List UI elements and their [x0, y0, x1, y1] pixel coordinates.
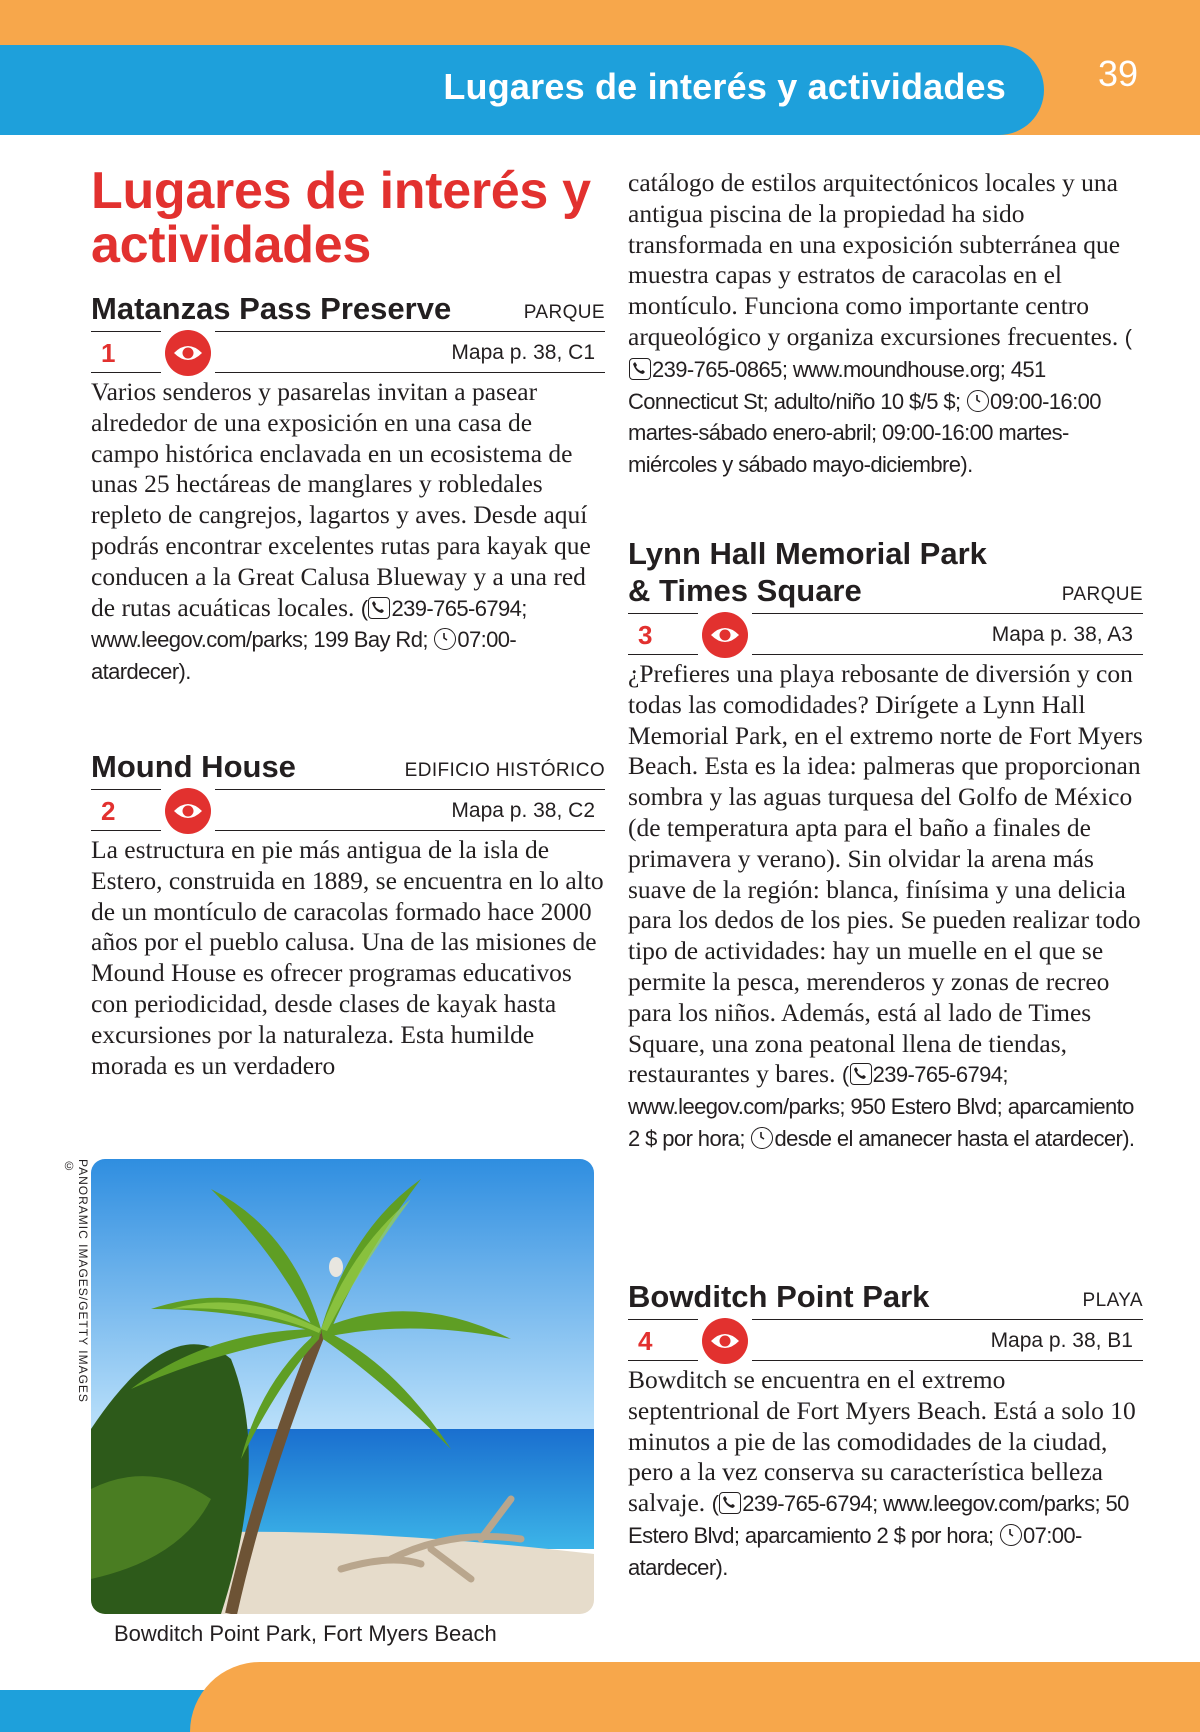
entry-header — [91, 748, 605, 785]
eye-icon-wrap — [698, 611, 752, 659]
entry-mound-house-continued — [628, 168, 1143, 481]
eye-icon — [702, 1318, 748, 1364]
entry-header — [628, 1278, 1143, 1315]
entry-body-part2 — [628, 168, 1143, 481]
entry-header — [91, 290, 605, 327]
entry-details: ; www.moundhouse.org; 451 Connecticut St; adulto/niño 10 $/5 $; — [628, 356, 1046, 414]
clock-icon — [967, 390, 989, 412]
entry-phone: 239-765-0865 — [652, 356, 782, 382]
entry-phone: 239-765-6794 — [742, 1491, 873, 1517]
beach-photo — [91, 1159, 594, 1614]
entry-number: 1 — [101, 338, 116, 368]
entry-body — [628, 659, 1143, 1155]
entry-body — [628, 1365, 1143, 1584]
photo-credit: PANORAMIC IMAGES/GETTY IMAGES © — [62, 1159, 90, 1403]
entry-hours: desde el amanecer hasta el atardecer). — [774, 1125, 1135, 1151]
eye-icon — [702, 612, 748, 658]
entry-hours: 07:00-atardecer). — [628, 1522, 1082, 1580]
entry-details: ; www.leegov.com/parks; 50 Estero Blvd; aparcamiento 2 $ por hora; — [628, 1491, 1129, 1548]
entry-number: 3 — [638, 620, 653, 650]
entry-mound-house — [91, 748, 605, 1081]
eye-icon — [165, 788, 211, 834]
clock-icon — [434, 628, 456, 650]
entry-name: Matanzas Pass Preserve — [91, 291, 452, 326]
footer-orange-band — [190, 1662, 1200, 1732]
entry-bowditch-point-park — [628, 1278, 1143, 1584]
clock-icon — [1000, 1524, 1022, 1546]
entry-number: 4 — [638, 1326, 653, 1356]
entry-details: ; www.leegov.com/parks; 199 Bay Rd; — [91, 595, 527, 653]
entry-map-ref: Mapa p. 38, C2 — [451, 799, 595, 822]
entry-category: EDIFICIO HISTÓRICO — [404, 760, 605, 781]
entry-name: Mound House — [91, 749, 296, 784]
entry-description: Bowditch se encuentra en el extremo septentrional de Fort Myers Beach. Está a solo 10 minutos a pie de las comodidades de la ciudad, pero a la vez conserva su característica belleza salvaje. — [628, 1365, 1136, 1518]
entry-phone: 239-765-6794 — [872, 1062, 1003, 1088]
entry-info: ( 239-765-6794; www.leegov.com/parks; 199 Bay Rd; 07:00-atardecer). — [91, 595, 527, 685]
phone-icon — [719, 1492, 741, 1514]
eye-icon-wrap — [698, 1317, 752, 1365]
phone-icon — [629, 358, 651, 380]
eye-icon-wrap — [161, 329, 215, 377]
entry-category: PARQUE — [1061, 584, 1143, 605]
entry-body-part1: La estructura en pie más antigua de la isla de Estero, construida en 1889, se encuentra en lo alto de un montículo de caracolas formado hace 2000 años por el pueblo calusa. Una de las misiones de Mound House es ofrecer programas educativos con periodicidad, desde clases de kayak hasta excursiones por la naturaleza. Esta humilde morada es un verdadero — [91, 835, 604, 1080]
entry-lynn-hall-memorial-park — [628, 535, 1143, 1155]
entry-header — [628, 535, 1143, 609]
phone-icon — [368, 597, 390, 619]
entry-info: ( 239-765-6794; www.leegov.com/parks; 50 Estero Blvd; aparcamiento 2 $ por hora; 07:00-atardecer). — [628, 1491, 1129, 1580]
entry-info: ( 239-765-6794; www.leegov.com/parks; 950 Estero Blvd; aparcamiento 2 $ por hora; desde el amanecer hasta el atardecer). — [628, 1062, 1135, 1151]
running-head: Lugares de interés y actividades — [443, 66, 1006, 107]
section-title: Lugares de interés y actividades — [91, 162, 591, 274]
entry-matanzas-pass-preserve — [91, 290, 605, 688]
phone-icon — [850, 1063, 872, 1085]
clock-icon — [751, 1127, 773, 1149]
entry-hours: 07:00-atardecer). — [91, 627, 517, 685]
entry-name: Bowditch Point Park — [628, 1279, 930, 1314]
entry-bar — [628, 1319, 1143, 1361]
entry-bar — [628, 613, 1143, 655]
entry-phone: 239-765-6794 — [391, 595, 522, 621]
eye-icon-wrap — [161, 787, 215, 835]
entry-description: Varios senderos y pasarelas invitan a pasear alrededor de una exposición en una casa de campo histórica enclavada en un ecosistema de unas 25 hectáreas de manglares y robledales repleto de cangrejos, lagartos y aves. Desde aquí podrás encontrar excelentes rutas para kayak que conducen a la Great Calusa Blueway y a una red de rutas acuáticas locales. — [91, 377, 591, 622]
entry-bar — [91, 331, 605, 373]
entry-bar — [91, 789, 605, 831]
entry-map-ref: Mapa p. 38, C1 — [451, 341, 595, 364]
eye-icon — [165, 330, 211, 376]
entry-name-line2: & Times Square — [628, 573, 862, 608]
entry-category: PARQUE — [523, 302, 605, 323]
entry-name-line1: Lynn Hall Memorial Park — [628, 536, 987, 571]
entry-description: catálogo de estilos arquitectónicos locales y una antigua piscina de la propiedad ha sido transformada en una exposición subterránea que muestra capas y estratos de caracolas en el montículo. Funciona como importante centro arqueológico y organiza excursiones frecuentes. — [628, 168, 1121, 351]
entry-map-ref: Mapa p. 38, B1 — [990, 1329, 1133, 1352]
photo-caption: Bowditch Point Park, Fort Myers Beach — [114, 1621, 497, 1646]
entry-details: ; www.leegov.com/parks; 950 Estero Blvd; aparcamiento 2 $ por hora; — [628, 1062, 1134, 1151]
entry-name — [628, 535, 987, 609]
entry-body — [91, 377, 605, 688]
entry-category: PLAYA — [1082, 1290, 1143, 1311]
entry-number: 2 — [101, 796, 116, 826]
entry-description: ¿Prefieres una playa rebosante de diversión y con todas las comodidades? Dirígete a Lynn Hall Memorial Park, en el extremo norte de Fort Myers Beach. Esta es la idea: palmeras que proporcionan sombra y las aguas turquesa del Golfo de México (de temperatura apta para el baño a finales de primavera y verano). Sin olvidar la arena más suave de la región: blanca, finísima y una delicia para los dedos de los pies. Se pueden realizar todo tipo de actividades: hay un muelle en el que se permite la pesca, merenderos y zonas de recreo para los niños. Además, está al lado de Times Square, una zona peatonal llena de tiendas, restaurantes y bares. — [628, 659, 1143, 1089]
entry-info: ( 239-765-0865; www.moundhouse.org; 451 Connecticut St; adulto/niño 10 $/5 $; 09:00-16:00 martes-sábado enero-abril; 09:00-16:00 martes-miércoles y sábado mayo-diciembre). — [628, 324, 1132, 478]
page-number: 39 — [1097, 53, 1138, 94]
entry-hours: 09:00-16:00 martes-sábado enero-abril; 09:00-16:00 martes-miércoles y sábado mayo-diciembre). — [628, 388, 1101, 478]
entry-map-ref: Mapa p. 38, A3 — [991, 623, 1133, 646]
